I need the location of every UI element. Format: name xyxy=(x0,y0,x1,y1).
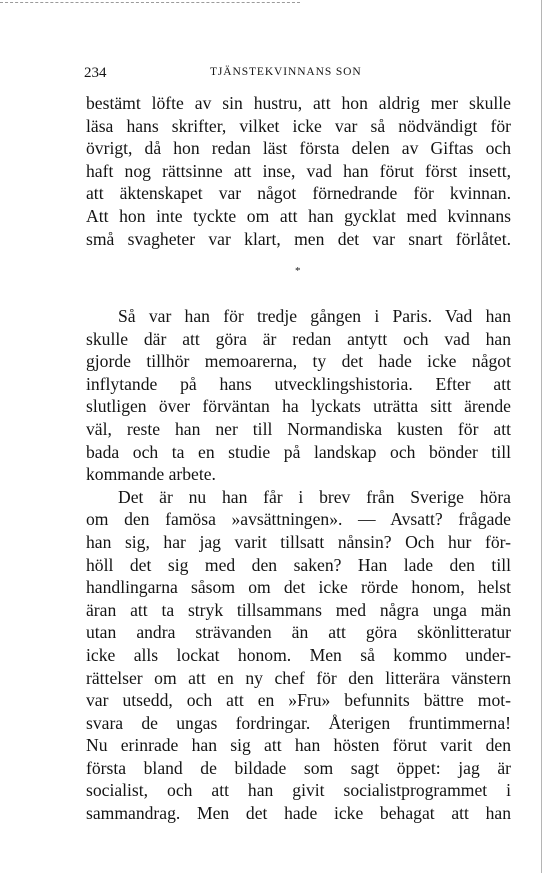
text-line: Nu erinrade han sig att han hösten förut varit den xyxy=(86,735,511,756)
text-line: övrigt, då hon redan läst första delen av Giftas och xyxy=(86,138,511,159)
text-line: bestämt löfte av sin hustru, att hon aldrig mer skulle xyxy=(86,93,511,113)
text-line: små svagheter var klart, men det var snart förlåtet. xyxy=(86,228,511,249)
text-line: socialist, och att han givit socialistprogrammet i xyxy=(86,780,511,801)
text-line: svara de ungas fordringar. Återigen fruntimmerna! xyxy=(86,712,511,733)
text-line: kommande arbete. xyxy=(86,464,216,485)
section-break-asterisk: * xyxy=(295,265,301,277)
text-line: var utsedd, och att en »Fru» befunnits bättre mot- xyxy=(86,690,511,711)
text-line: skulle där att göra är redan antytt och vad han xyxy=(86,328,511,349)
running-title: TJÄNSTEKVINNANS SON xyxy=(210,66,362,78)
text-line: Så var han för tredje gången i Paris. Vad han xyxy=(118,306,511,326)
text-line: han sig, har jag varit tillsatt nånsin? Och hur för- xyxy=(86,531,511,552)
text-line: handlingarna såsom om det icke rörde honom, helst xyxy=(86,577,511,598)
text-line: utan andra strävanden än att göra skönlitteratur xyxy=(86,622,511,643)
text-line: sammandrag. Men det hade icke behagat att han xyxy=(86,803,511,824)
body-text xyxy=(86,305,511,825)
text-line: rättelser om att en ny chef för den litterära vänstern xyxy=(86,667,511,688)
text-line: väl, reste han ner till Normandiska kusten för att xyxy=(86,418,511,439)
page-number: 234 xyxy=(84,65,107,81)
scan-top-edge xyxy=(0,2,300,3)
paragraph-avsattningen xyxy=(86,486,511,825)
text-line: läsa hans skrifter, vilket icke var så nödvändigt för xyxy=(86,115,511,136)
scan-right-edge xyxy=(541,0,542,873)
paragraph-paris xyxy=(86,305,511,486)
text-line: gjorde tillhör memoarerna, ty det hade icke något xyxy=(86,351,511,372)
text-line: icke alls lockat honom. Men så kommo under- xyxy=(86,644,511,665)
text-line: om den famösa »avsättningen». — Avsatt? frågade xyxy=(86,509,511,530)
text-line: Att hon inte tyckte om att han gycklat med kvinnans xyxy=(86,205,511,226)
text-line: Det är nu han får i brev från Sverige höra xyxy=(118,486,511,507)
text-line: slutligen över förväntan ha lyckats uträtta sitt ärende xyxy=(86,396,511,417)
text-line: haft nog rättsinne att inse, vad han förut först insett, xyxy=(86,160,511,181)
text-line: första bland de bildade som sagt öppet: jag är xyxy=(86,757,511,778)
text-line: höll det sig med den saken? Han lade den till xyxy=(86,554,511,575)
text-line: att äktenskapet var något förnedrande för kvinnan. xyxy=(86,183,511,204)
text-line: inflytande på hans utvecklingshistoria. Efter att xyxy=(86,373,511,394)
text-line: äran att ta stryk tillsammans med några unga män xyxy=(86,599,511,620)
text-line: bada och ta en studie på landskap och bönder till xyxy=(86,441,511,462)
paragraph-continued xyxy=(86,92,511,250)
